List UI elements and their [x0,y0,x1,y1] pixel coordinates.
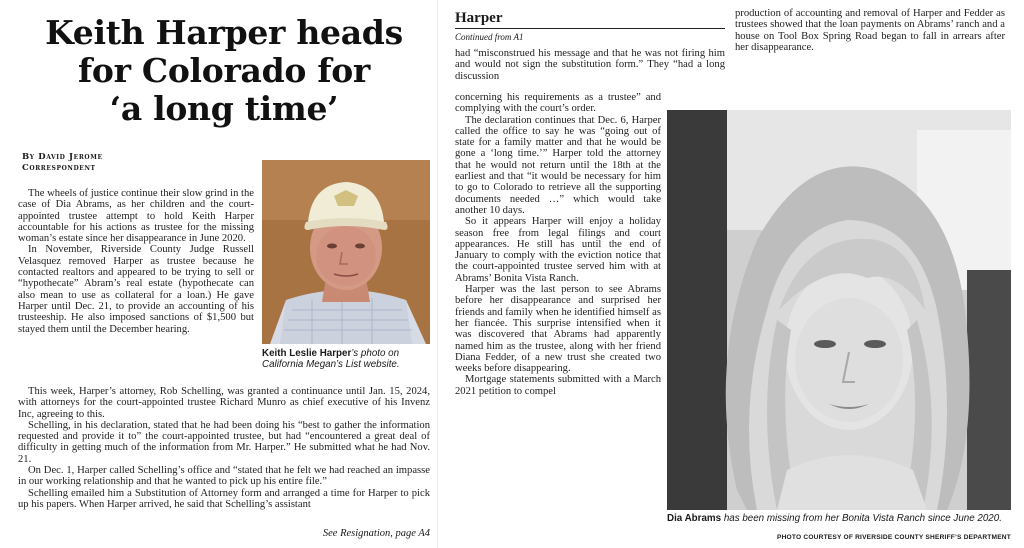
continued-line: Continued from A1 [455,32,524,42]
dia-abrams-photo [667,110,1011,510]
paragraph: concerning his requirements as a trustee” and complying with the court’s order. [455,92,661,115]
keith-photo-caption [262,348,430,370]
section-head: Harper [455,10,725,29]
paragraph: Mortgage statements submitted with a March 2021 petition to compel [455,374,661,397]
headline [18,14,430,128]
byline-author: By David Jerome [22,152,103,162]
photo-credit: PHOTO COURTESY OF RIVERSIDE COUNTY SHERIFF’S DEPARTMENT [777,534,1011,541]
caption-name: Dia Abrams [667,513,722,524]
byline [22,152,103,174]
headline-line-2: for Colorado for [77,51,371,90]
paragraph: So it appears Harper will enjoy a holiday season free from legal filings and court appearances. He still has until the end of January to comply with the eviction notice that the court-appointed trustee served him with at Abrams’ Bonita Vista Ranch. [455,216,661,284]
byline-role: Correspondent [22,163,96,173]
article-column-a [18,188,254,335]
caption-text: ’s photo on California Megan’s List website. [262,348,400,370]
caption-name: Keith Leslie Harper [262,348,352,359]
keith-harper-photo [262,160,430,344]
article-column-b [455,92,661,397]
dia-photo-caption [667,513,1011,524]
jump-line: See Resignation, page A4 [322,528,430,539]
article-column-full [18,386,430,510]
paragraph: Schelling emailed him a Substitution of Attorney form and arranged a time for Harper to pick up his papers. When Harper arrived, he said that Schelling’s assistant [18,487,430,510]
left-page [18,12,430,540]
right-page [455,10,1011,542]
article-column-c [735,8,1005,53]
paragraph: Schelling, in his declaration, stated that he had been doing his “best to gather the information requested and provide it to” the court-appointed trustee, but had “encountered a great deal of difficulty in getting much of the information from Mr. Harper.” He submitted what he had Nov. 21. [18,419,430,465]
paragraph: The wheels of justice continue their slow grind in the case of Dia Abrams, as her children and the court-appointed trustee attempt to hold Keith Harper accountable for his actions as trustee for the missing woman’s estate since her disappearance in June 2020. [18,188,254,245]
paragraph: On Dec. 1, Harper called Schelling’s office and “stated that he felt we had reached an impasse in our working relationship and that he wanted to pick up his entire file.” [18,465,430,488]
portrait-illustration [262,160,430,344]
paragraph: had “misconstrued his message and that he was not firing him and would not sign the substitution form.” They “had a long discussion [455,48,725,82]
paragraph: Harper was the last person to see Abrams before her disappearance and surprised her friends and family when he identified himself as her fiancée. This surprise intensified when it was discovered that Abrams had apparently named him as the trustee, along with her friend Diana Fedder, of a new trust she created two weeks before disappearing. [455,284,661,375]
headline-line-1: Keith Harper heads [45,13,403,52]
paragraph: production of accounting and removal of Harper and Fedder as trustees showed that the loan payments on Abrams’ ranch and a house on Tool Box Spring Road began to fall in arrears after her disappearance. [735,8,1005,53]
caption-text: has been missing from her Bonita Vista Ranch since June 2020. [721,513,1002,524]
article-column-b-wide [455,48,725,82]
paragraph: In November, Riverside County Judge Russell Velasquez removed Harper as trustee because he contacted realtors and appeared to be trying to sell or “hypothecate” Abram’s real estate (hypothecate can also mean to use as collateral for a loan.) He gave Harper until Dec. 21, to provide an accounting of his trusteeship. He also imposed sanctions of $1,500 but stayed them until the December hearing. [18,244,254,335]
headline-line-3: ‘a long time’ [109,89,339,128]
paragraph: The declaration continues that Dec. 6, Harper called the office to say he was “going out of state for a family matter and that he would be gone a ‘long time.’” Harper told the attorney that he would not return until the 18th at the earliest and that “it would be necessary for him to go to Colorado to retrieve all the supporting documents needed …” which would take another 10 days. [455,114,661,216]
paragraph: This week, Harper’s attorney, Rob Schelling, was granted a continuance until Jan. 15, 2024, with attorneys for the court-appointed trustee Richard Munro as chief executive of his Invenz Inc, agreeing to this. [18,386,430,420]
portrait-illustration [667,110,1011,510]
page-gutter [437,0,438,548]
